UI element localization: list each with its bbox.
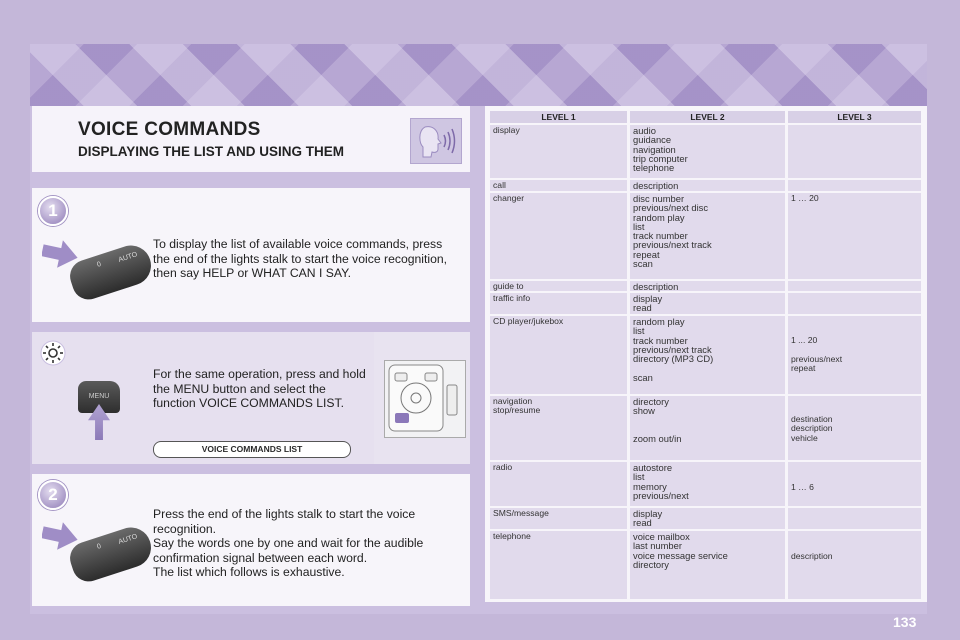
voice-commands-list-label: VOICE COMMANDS LIST: [153, 441, 351, 458]
table-cell-l1: navigation stop/resume: [493, 396, 541, 416]
step1-text: To display the list of available voice commands, press the end of the lights stalk to start the voice recognition, then say HELP or WHAT CAN I SAY.: [153, 237, 448, 280]
table-cell-bg: [788, 193, 921, 279]
table-cell-l2: directory show zoom out/in: [633, 396, 682, 445]
menu-text: For the same operation, press and hold the MENU button and select the function VOICE COMMANDS LIST.: [153, 367, 366, 410]
step1-badge: 1: [38, 196, 68, 226]
table-cell-l1: telephone: [493, 531, 531, 541]
lights-stalk-image: 0 AUTO: [66, 522, 156, 585]
table-cell-l1: guide to: [493, 281, 524, 291]
table-cell-bg: [788, 180, 921, 191]
table-cell-l2: random play list track number previous/next track directory (MP3 CD) scan: [633, 316, 714, 383]
table-cell-l1: SMS/message: [493, 508, 549, 518]
control-panel-image: [384, 360, 466, 438]
table-cell-bg: [788, 281, 921, 291]
table-cell-l1: display: [493, 125, 520, 135]
table-cell-l2: disc number previous/next disc random play list track number previous/next track repeat scan: [633, 193, 712, 270]
table-cell-l2: audio guidance navigation trip computer telephone: [633, 125, 688, 174]
table-header-level3: LEVEL 3: [788, 111, 921, 123]
menu-button-image: MENU: [78, 381, 120, 413]
table-cell-l1: changer: [493, 193, 525, 203]
sun-icon: [40, 340, 66, 371]
step2-badge: 2: [38, 480, 68, 510]
table-header-level2: LEVEL 2: [630, 111, 785, 123]
table-cell-l2: display read: [633, 293, 663, 314]
table-cell-l3: description: [791, 551, 833, 561]
table-cell-l3: 1 ... 20 previous/next repeat: [791, 335, 843, 373]
table-header-level1: LEVEL 1: [490, 111, 627, 123]
table-cell-l1: call: [493, 180, 506, 190]
table-cell-l1: traffic info: [493, 293, 531, 303]
table-cell-l1: radio: [493, 462, 513, 472]
table-cell-bg: [788, 508, 921, 529]
table-cell-l3: destination description vehicle: [791, 414, 833, 443]
table-cell-l2: autostore list memory previous/next: [633, 462, 689, 501]
table-cell-l2: description: [633, 180, 679, 191]
voice-command-icon: [410, 118, 462, 164]
table-cell-l2: description: [633, 281, 679, 292]
step2-text: Press the end of the lights stalk to start the voice recognition. Say the words one by one and wait for the audible confirmation signal between each word. The list which follows is exhaustive.: [153, 507, 424, 579]
decorative-banner: [30, 44, 927, 106]
table-cell-bg: [788, 125, 921, 178]
table-cell-bg: [490, 193, 627, 279]
table-cell-bg: [490, 180, 627, 191]
page-number: 133: [893, 614, 917, 630]
table-cell-l3: 1 … 20: [791, 193, 819, 203]
table-cell-bg: [788, 531, 921, 599]
table-cell-l2: display read: [633, 508, 663, 529]
table-cell-l3: 1 … 6: [791, 482, 814, 492]
page-title: VOICE COMMANDS: [78, 119, 261, 140]
table-cell-l2: voice mailbox last number voice message service directory: [633, 531, 728, 570]
table-cell-l1: CD player/jukebox: [493, 316, 564, 326]
lights-stalk-image: 0 AUTO: [66, 240, 156, 303]
table-cell-bg: [788, 293, 921, 314]
page-subtitle: DISPLAYING THE LIST AND USING THEM: [78, 144, 345, 159]
table-cell-bg: [490, 316, 627, 394]
